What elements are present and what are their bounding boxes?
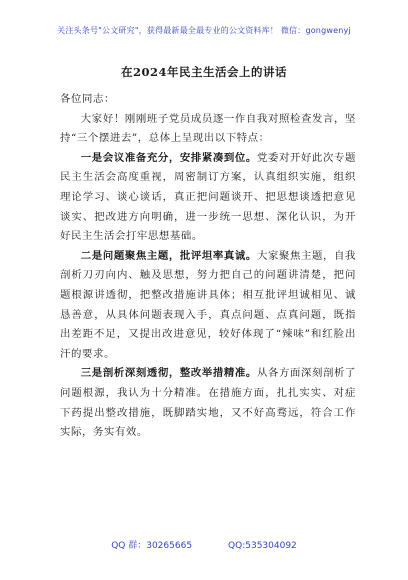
footer-qq-group: QQ 群：30265665	[111, 541, 193, 551]
intro-paragraph: 大家好！刚刚班子党员成员逐一作自我对照检查发言，坚持“三个摆进去”，总体上呈现出以下特点：	[60, 112, 356, 145]
point-paragraph-3	[60, 364, 356, 442]
point-lead-1: 一是会议准备充分，安排紧凑到位。	[80, 151, 257, 164]
document-body	[60, 90, 356, 443]
footer-contact	[0, 538, 408, 551]
point-text-2: 大家聚焦主题，自我剖析刀刃向内、触及思想，努力把自己的问题讲清楚，把问题根源讲透彻，把整改措施讲具体；相互批评坦诚相见、诚恳善意，从具体问题表现入手，真点问题、点真问题，既指出差距不足，又提出改进意见，较好体现了“辣味”和红脸出汗的要求。	[60, 249, 356, 360]
point-paragraph-2	[60, 247, 356, 365]
point-text-1: 党委对开好此次专题民主生活会高度重视，周密制订方案，认真组织实施，组织理论学习、谈心谈话，真正把问题谈开、把思想谈透把意见谈实、把改进方向明确，进一步统一思想、深化认识，为开好民主生活会打牢思想基础。	[60, 151, 356, 243]
document-title: 在2024年民主生活会上的讲话	[120, 65, 287, 79]
point-lead-2: 二是问题聚焦主题，批评坦率真诚。	[80, 249, 257, 262]
footer-qq-number: QQ:535304092	[228, 541, 297, 551]
point-paragraph-1	[60, 149, 356, 247]
header-banner: 关注头条号"公文研究"，获得最新最全最专业的公文资料库！ 微信：gongwenyj	[57, 26, 351, 35]
point-text-3: 从各方面深刻剖析了问题根源，我认为十分精准。在措施方面，扎扎实实、对症下药提出整改措施，既脚踏实地，又不好高骛远，符合工作实际，务实有效。	[60, 367, 356, 439]
point-lead-3: 三是剖析深刻透彻，整改举措精准。	[80, 367, 257, 380]
salutation: 各位同志：	[60, 93, 115, 105]
